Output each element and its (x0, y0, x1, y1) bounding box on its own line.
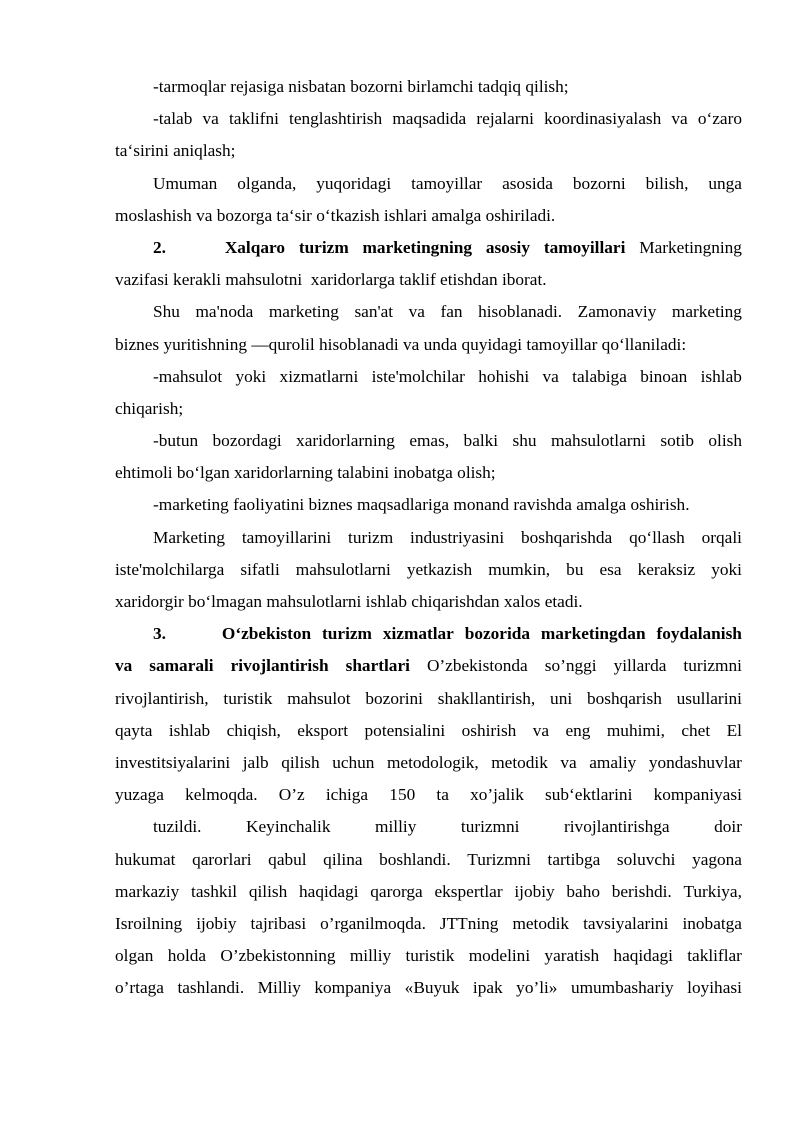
paragraph-text-word: turizmni (683, 656, 742, 676)
paragraph-text-word: jalb (242, 752, 269, 772)
paragraph-text-word: turistik (223, 688, 273, 708)
paragraph-text-word: potensialini (364, 720, 446, 740)
paragraph-text-word: so’nggi (544, 656, 597, 676)
paragraph-text-word: kompaniyasi (653, 785, 742, 805)
text-line (115, 135, 742, 167)
paragraph-text-word: Shu (153, 302, 180, 322)
paragraph-text: -marketing faoliyatini biznes maqsadlariga monand ravishda amalga oshirish. (153, 495, 690, 515)
paragraph-text-word: ma'noda (195, 302, 254, 322)
paragraph-text-word: shu (512, 431, 537, 451)
paragraph-text-word: -talab (153, 109, 193, 129)
paragraph-text-word: va (560, 752, 577, 772)
text-line (115, 779, 742, 811)
paragraph-text-word: Zamonaviy (577, 302, 657, 322)
section-heading-word: bozorida (464, 624, 531, 644)
paragraph-text: moslashish va bozorga ta‘sir o‘tkazish ishlari amalga oshiriladi. (115, 205, 556, 225)
paragraph-text-word: san'at (354, 302, 394, 322)
section-heading-word: xizmatlar (382, 624, 454, 644)
paragraph-text-word: fan (440, 302, 463, 322)
text-line (115, 264, 742, 296)
paragraph-text-word: haqidagi (299, 881, 359, 901)
text-line (115, 908, 742, 940)
text-line (115, 103, 742, 135)
paragraph-text-word: o‘zaro (697, 109, 742, 129)
text-line (115, 650, 742, 682)
paragraph-text-word: kompaniya (314, 978, 392, 998)
paragraph-text: biznes yuritishning ―qurolil hisoblanadi va unda quyidagi tamoyillar qo‘llaniladi: (115, 334, 687, 354)
paragraph-text-word: rivojlantirish, (115, 688, 209, 708)
paragraph-text-word: O’zbekistonda (426, 656, 528, 676)
paragraph-text-word: marketing (671, 302, 742, 322)
paragraph-text-word: loyihasi (687, 978, 742, 998)
paragraph-text-word: -butun (153, 431, 199, 451)
paragraph-text-word: tamoyillar (411, 173, 483, 193)
text-line (115, 232, 742, 264)
paragraph-text: xaridorgir bo‘lmagan mahsulotlarni ishlab chiqarishdan xalos etadi. (115, 592, 583, 611)
paragraph-text-word: qarorga (370, 881, 423, 901)
paragraph-text-word: yetkazish (406, 559, 473, 579)
paragraph-text-word: turizmni (460, 817, 520, 837)
paragraph-text-word: yoki (235, 366, 267, 386)
text-line (115, 972, 742, 1004)
paragraph-text-word: boshlandi. (379, 849, 451, 869)
text-line (115, 296, 742, 328)
paragraph-text-word: qabul (268, 849, 307, 869)
paragraph-text-word: ishlab (168, 720, 211, 740)
paragraph-text-word: metodologik, (386, 752, 479, 772)
section-heading-word: turizm (298, 237, 349, 257)
paragraph-text-word: Marketingning (639, 237, 742, 257)
paragraph-text-word: ichiga (325, 785, 369, 805)
paragraph-text-word: keraksiz (637, 559, 696, 579)
paragraph-text-word: holda (167, 946, 207, 966)
paragraph-text-word: Marketing (153, 527, 225, 547)
paragraph-text-word: talabiga (572, 366, 627, 386)
paragraph-text-word: Turizmni (467, 849, 531, 869)
paragraph-text-word: Keyinchalik (246, 817, 331, 837)
text-line (115, 425, 742, 457)
paragraph-text-word: hukumat (115, 849, 176, 869)
paragraph-text-word: qarorlari (192, 849, 252, 869)
paragraph-text-word: milliy (349, 946, 392, 966)
paragraph-text-word: Milliy (257, 978, 301, 998)
text-line (115, 715, 742, 747)
paragraph-text-word: taklifni (228, 109, 279, 129)
paragraph-text-word: mahsulotlarni (295, 559, 391, 579)
text-line (115, 876, 742, 908)
paragraph-text-word: O’zbekistonning (220, 946, 336, 966)
paragraph-text-word: orqali (701, 527, 742, 547)
paragraph-text-word: yillarda (613, 656, 667, 676)
paragraph-text-word: rivojlantirishga (564, 817, 670, 837)
paragraph-text-word: va (532, 720, 550, 740)
paragraph-text-word: o’rganilmoqda. (320, 913, 426, 933)
paragraph-text-word: o’rtaga (115, 978, 164, 998)
section-heading-word: O‘zbekiston (221, 624, 312, 644)
paragraph-text-word: iste'molchilarga (115, 559, 225, 579)
section-heading-word: turizm (322, 624, 372, 644)
paragraph-text-word: va (202, 109, 219, 129)
paragraph-text-word: ishlab (700, 366, 742, 386)
paragraph-text-word: yoki (711, 559, 742, 579)
paragraph-text-word: hisoblanadi. (478, 302, 563, 322)
paragraph-text-word: eksport (297, 720, 349, 740)
text-line (115, 489, 742, 521)
paragraph-text-word: muhimi, (606, 720, 665, 740)
section-heading-word: rivojlantirish (230, 656, 329, 676)
section-heading-word: Xalqaro (224, 237, 285, 257)
paragraph-text-word: tartibga (547, 849, 601, 869)
paragraph-text-word: Umuman (153, 173, 218, 193)
paragraph-text-word: turistik (405, 946, 455, 966)
text-line (115, 393, 742, 425)
paragraph-text-word: marketing (268, 302, 339, 322)
paragraph-text-word: qo‘llash (629, 527, 685, 547)
paragraph-text-word: baho (566, 881, 600, 901)
text-line (115, 457, 742, 489)
text-line (115, 71, 742, 103)
section-heading-word: samarali (149, 656, 214, 676)
paragraph-text-word: koordinasiyalash (544, 109, 662, 129)
text-line (115, 329, 742, 361)
paragraph-text-word: tajribasi (250, 913, 307, 933)
paragraph-text-word: yondashuvlar (648, 752, 742, 772)
text-line (115, 522, 742, 554)
paragraph-text: vazifasi kerakli mahsulotni xaridorlarga taklif etishdan iborat. (115, 270, 547, 290)
text-line (115, 683, 742, 715)
paragraph-text-word: olgan (115, 946, 154, 966)
paragraph-text-word: boshqarishda (521, 527, 613, 547)
paragraph-text-word: mumkin, (488, 559, 551, 579)
paragraph-text-word: xaridorlarning (296, 431, 395, 451)
paragraph-text-word: qayta (115, 720, 153, 740)
paragraph-text-word: olish (708, 431, 742, 451)
paragraph-text-word: industriyasini (410, 527, 505, 547)
section-heading-word: tamoyillari (543, 237, 626, 257)
paragraph-text-word: tashlandi. (177, 978, 245, 998)
paragraph-text-word: bozorini (365, 688, 423, 708)
paragraph-text-word: maqsadida (392, 109, 467, 129)
section-heading-word: asosiy (485, 237, 530, 257)
paragraph-text-word: uni (550, 688, 573, 708)
paragraph-text: -tarmoqlar rejasiga nisbatan bozorni birlamchi tadqiq qilish; (153, 77, 569, 96)
paragraph-text-word: takliflar (687, 946, 742, 966)
paragraph-text-word: yo’li» (516, 978, 558, 998)
section-heading-word: va (115, 656, 133, 676)
paragraph-text-word: doir (714, 817, 742, 837)
paragraph-text-word: va (542, 366, 559, 386)
section-heading-word: marketingning (362, 237, 472, 257)
paragraph-text-word: Isroilning (115, 913, 183, 933)
paragraph-text-word: bu (566, 559, 584, 579)
paragraph-text-word: binoan (640, 366, 688, 386)
paragraph-text-word: ta (436, 785, 449, 805)
paragraph-text-word: asosida (502, 173, 553, 193)
text-line (115, 168, 742, 200)
paragraph-text-word: shakllantirish, (437, 688, 536, 708)
paragraph-text-word: berishdi. (611, 881, 672, 901)
paragraph-text-word: amaliy (589, 752, 637, 772)
paragraph-text-word: boshqarish (586, 688, 662, 708)
paragraph-text-word: bozordagi (212, 431, 282, 451)
paragraph-text-word: ipak (472, 978, 503, 998)
paragraph-text-word: oshirish (461, 720, 517, 740)
text-line (115, 586, 742, 618)
paragraph-text-word: uchun (332, 752, 375, 772)
paragraph-text-word: milliy (375, 817, 417, 837)
paragraph-text-word: mahsulotlarni (550, 431, 646, 451)
paragraph-text-word: va (671, 109, 688, 129)
paragraph-text-word: yuqoridagi (316, 173, 392, 193)
paragraph-text-word: -mahsulot (153, 366, 223, 386)
paragraph-text-word: xizmatlarni (279, 366, 359, 386)
paragraph-text-word: unga (708, 173, 742, 193)
paragraph-text-word: metodik (491, 752, 548, 772)
paragraph-text-word: haqidagi (613, 946, 673, 966)
paragraph-text-word: inobatga (682, 913, 742, 933)
paragraph-text: ta‘sirini aniqlash; (115, 141, 236, 161)
text-line (115, 554, 742, 586)
paragraph-text-word: olganda, (237, 173, 297, 193)
section-number: 2. (153, 237, 166, 257)
paragraph-text-word: ijobiy (196, 913, 237, 933)
paragraph-text-word: JTTning (439, 913, 499, 933)
paragraph-text-word: tavsiyalarini (583, 913, 669, 933)
paragraph-text-word: 150 (389, 785, 416, 805)
section-heading-word: marketingdan (540, 624, 646, 644)
paragraph-text-word: esa (599, 559, 622, 579)
paragraph-text: chiqarish; (115, 398, 184, 418)
paragraph-text-word: El (726, 720, 742, 740)
paragraph-text-word: mahsulot (287, 688, 351, 708)
paragraph-text-word: va (408, 302, 425, 322)
paragraph-text-word: umumbashariy (570, 978, 674, 998)
paragraph-text-word: kelmoqda. (185, 785, 258, 805)
paragraph-text-word: yagona (692, 849, 742, 869)
paragraph-text-word: markaziy (115, 881, 180, 901)
paragraph-text-word: bilish, (645, 173, 689, 193)
paragraph-text-word: tamoyillarini (241, 527, 332, 547)
paragraph-text-word: usullarini (676, 688, 742, 708)
text-line (115, 811, 742, 843)
text-line (115, 844, 742, 876)
paragraph-text-word: modelini (468, 946, 531, 966)
paragraph-text-word: yuzaga (115, 785, 164, 805)
paragraph-text-word: qilish (281, 752, 320, 772)
paragraph-text-word: tuzildi. (153, 817, 202, 837)
text-line (115, 200, 742, 232)
text-line (115, 940, 742, 972)
paragraph-text-word: rejalarni (476, 109, 534, 129)
text-line (115, 361, 742, 393)
paragraph-text-word: «Buyuk (404, 978, 460, 998)
document-page (115, 71, 742, 1004)
paragraph-text-word: chet (681, 720, 711, 740)
paragraph-text-word: eng (565, 720, 591, 740)
text-line (115, 747, 742, 779)
paragraph-text-word: sotib (660, 431, 694, 451)
paragraph-text-word: turizm (348, 527, 394, 547)
section-heading-word: foydalanish (656, 624, 742, 644)
paragraph-text-word: sub‘ektlarini (545, 785, 633, 805)
paragraph-text-word: qilina (323, 849, 363, 869)
text-line (115, 618, 742, 650)
section-number: 3. (153, 624, 166, 644)
paragraph-text-word: xo’jalik (470, 785, 524, 805)
paragraph-text-word: Turkiya, (683, 881, 742, 901)
section-heading-word: shartlari (345, 656, 410, 676)
paragraph-text-word: emas, (409, 431, 450, 451)
paragraph-text-word: investitsiyalarini (115, 752, 231, 772)
paragraph-text-word: ijobiy (514, 881, 555, 901)
paragraph-text: ehtimoli bo‘lgan xaridorlarning talabini inobatga olish; (115, 463, 496, 483)
paragraph-text-word: O’z (278, 785, 305, 805)
paragraph-text-word: soluvchi (616, 849, 676, 869)
paragraph-text-word: ekspertlar (434, 881, 503, 901)
paragraph-text-word: metodik (512, 913, 570, 933)
paragraph-text-word: tashkil (191, 881, 238, 901)
paragraph-text-word: tenglashtirish (289, 109, 383, 129)
paragraph-text-word: iste'molchilar (371, 366, 465, 386)
paragraph-text-word: qilish (248, 881, 288, 901)
paragraph-text-word: hohishi (478, 366, 530, 386)
paragraph-text-word: yaratish (544, 946, 600, 966)
paragraph-text-word: balki (463, 431, 499, 451)
paragraph-text-word: bozorni (572, 173, 626, 193)
paragraph-text-word: sifatli (240, 559, 280, 579)
paragraph-text-word: chiqish, (226, 720, 281, 740)
